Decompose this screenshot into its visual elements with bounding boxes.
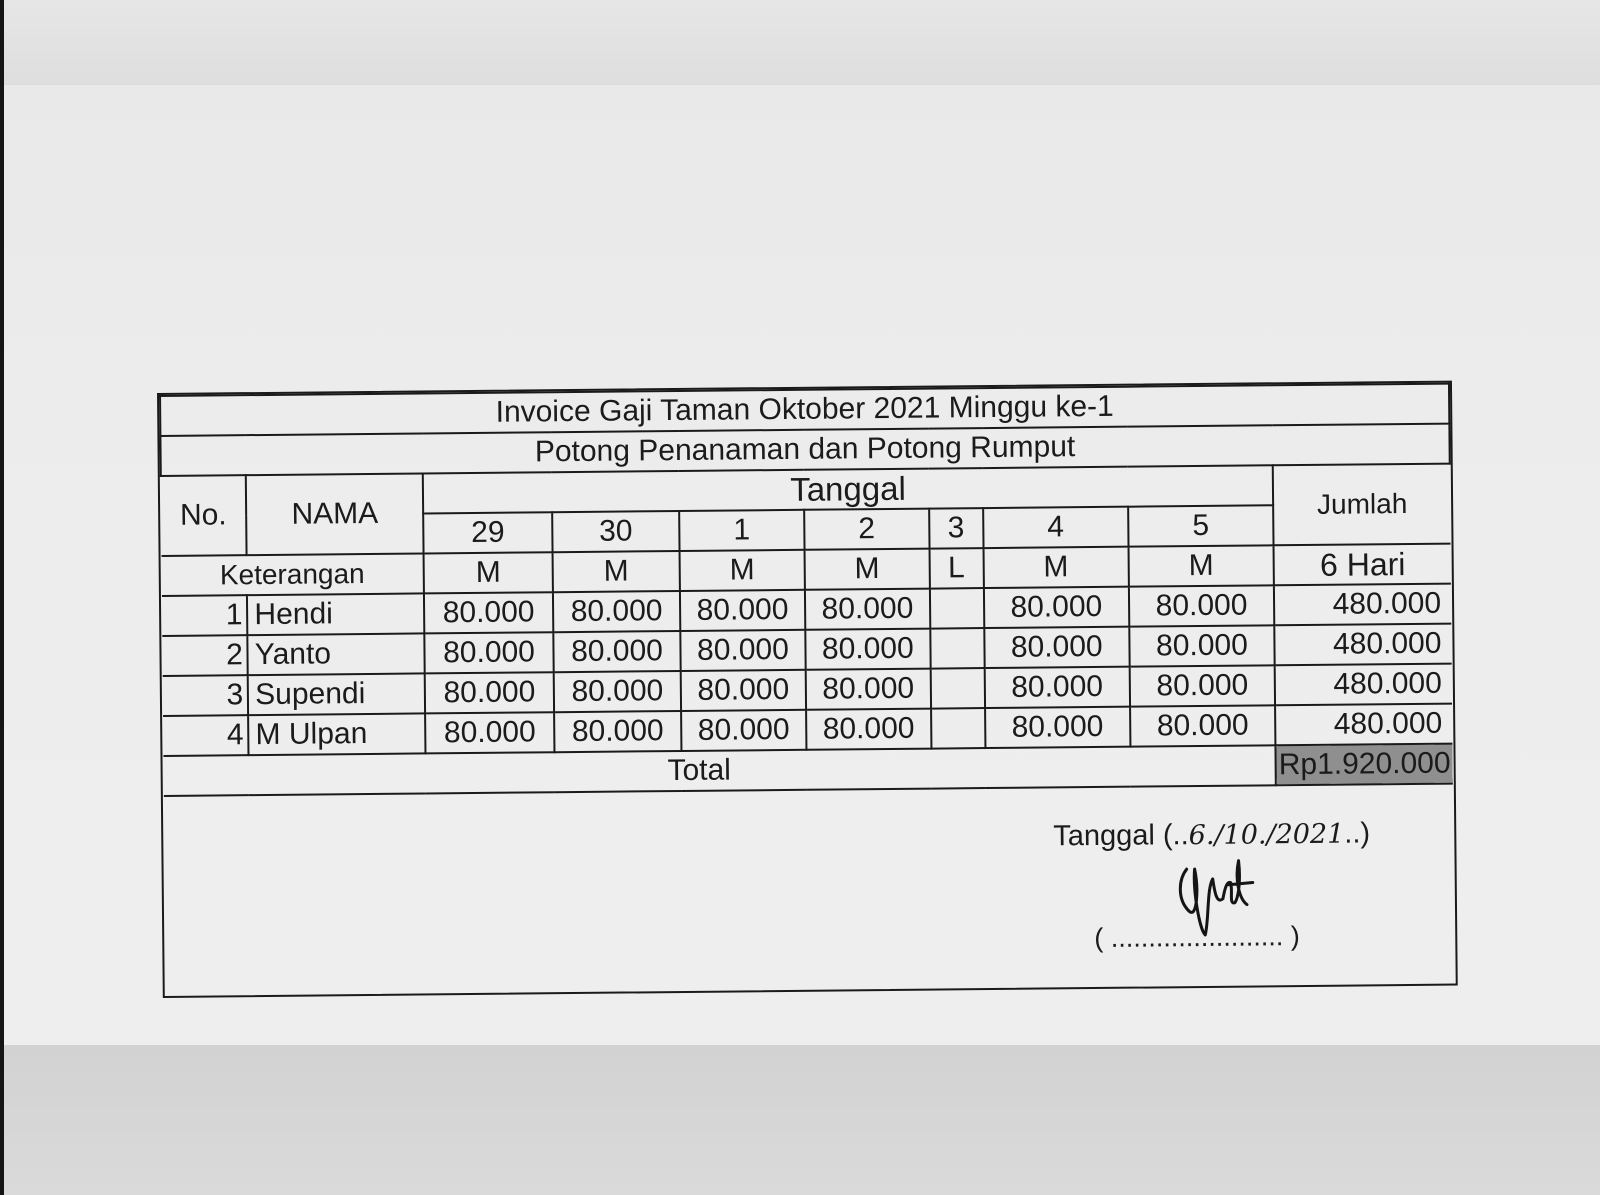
keterangan-code: M <box>983 547 1129 588</box>
header-no: No. <box>161 475 247 556</box>
invoice-footer <box>163 785 1456 969</box>
day-header: 1 <box>679 510 804 551</box>
row-amount: 80.000 <box>680 590 805 631</box>
row-amount: 80.000 <box>680 630 805 671</box>
row-amount: 80.000 <box>1129 585 1275 626</box>
day-header: 29 <box>423 512 552 553</box>
row-amount: 80.000 <box>554 711 681 752</box>
row-nama: Hendi <box>247 593 424 635</box>
footer-date-close: ..) <box>1344 817 1371 850</box>
row-amount: 80.000 <box>424 592 553 633</box>
row-amount <box>930 628 984 669</box>
keterangan-code: L <box>929 548 983 589</box>
total-amount: Rp1.920.000 <box>1276 744 1453 786</box>
row-jumlah: 480.000 <box>1275 664 1452 706</box>
keterangan-code: M <box>424 552 553 593</box>
row-amount: 80.000 <box>1130 705 1276 746</box>
row-amount: 80.000 <box>984 667 1130 708</box>
row-amount: 80.000 <box>984 587 1130 628</box>
day-header: 2 <box>804 509 929 550</box>
keterangan-code: M <box>804 549 929 590</box>
row-amount: 80.000 <box>425 672 554 713</box>
signature-line: ( ....................... ) <box>1094 921 1300 954</box>
row-amount: 80.000 <box>425 712 554 753</box>
day-header: 3 <box>929 508 983 549</box>
keterangan-code: M <box>1128 545 1274 586</box>
row-amount: 80.000 <box>424 632 553 673</box>
row-jumlah: 480.000 <box>1274 624 1451 666</box>
jumlah-hari: 6 Hari <box>1274 544 1451 586</box>
row-no: 3 <box>163 675 249 716</box>
footer-date-handwritten: 6./10./2021 <box>1188 818 1345 852</box>
row-amount: 80.000 <box>806 709 931 750</box>
keterangan-code: M <box>553 551 680 592</box>
row-amount: 80.000 <box>806 669 931 710</box>
keterangan-code: M <box>680 550 805 591</box>
row-amount <box>931 708 985 749</box>
row-amount: 80.000 <box>805 589 930 630</box>
row-jumlah: 480.000 <box>1275 704 1452 746</box>
row-jumlah: 480.000 <box>1274 584 1451 626</box>
row-nama: M Ulpan <box>248 713 425 755</box>
day-header: 4 <box>983 507 1129 548</box>
day-header: 30 <box>552 511 679 552</box>
row-amount: 80.000 <box>553 631 680 672</box>
row-no: 2 <box>162 635 248 676</box>
row-amount: 80.000 <box>984 627 1130 668</box>
invoice-table <box>159 383 1454 797</box>
row-no: 4 <box>163 715 249 756</box>
keterangan-label: Keterangan <box>162 553 424 596</box>
row-amount: 80.000 <box>553 591 680 632</box>
row-amount: 80.000 <box>1130 665 1276 706</box>
background-sheet-bottom <box>0 1045 1600 1195</box>
footer-date-label: Tanggal (.. <box>1053 819 1189 853</box>
row-amount: 80.000 <box>985 707 1131 748</box>
total-label: Total <box>163 745 1275 796</box>
header-jumlah: Jumlah <box>1273 464 1451 546</box>
row-no: 1 <box>162 595 248 636</box>
row-amount: 80.000 <box>1129 625 1275 666</box>
invoice-table-frame <box>157 381 1458 998</box>
row-amount: 80.000 <box>805 629 930 670</box>
row-amount <box>930 668 984 709</box>
photo-edge <box>0 0 4 1195</box>
row-nama: Yanto <box>248 633 425 675</box>
row-amount <box>930 588 984 629</box>
row-nama: Supendi <box>248 673 425 715</box>
invoice-title: Invoice Gaji Taman Oktober 2021 Minggu ke-1 <box>160 384 1449 436</box>
row-amount: 80.000 <box>554 671 681 712</box>
row-amount: 80.000 <box>681 710 806 751</box>
row-amount: 80.000 <box>681 670 806 711</box>
invoice-subtitle: Potong Penanaman dan Potong Rumput <box>160 424 1449 476</box>
header-tanggal: Tanggal <box>423 465 1273 513</box>
header-nama: NAMA <box>246 473 423 555</box>
day-header: 5 <box>1128 505 1274 546</box>
